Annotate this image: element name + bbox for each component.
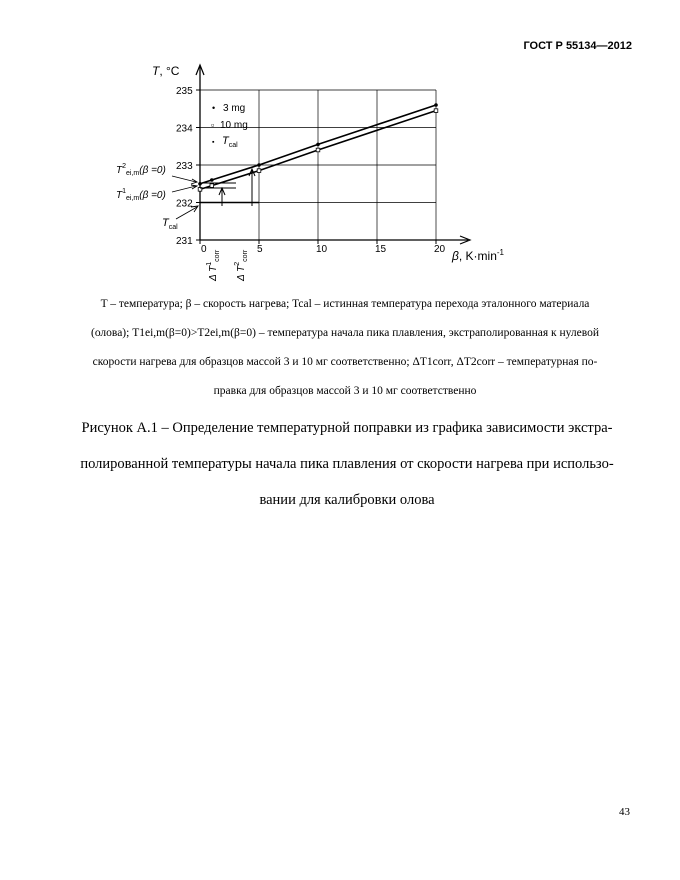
legend-line-2-text: (олова); T1ei,m(β=0)>T2ei,m(β=0) – температура начала пика плавления, экстраполированная к нулевой [91,327,599,339]
point-10mg-1 [210,184,214,188]
figure-title [62,410,632,518]
legend-line-2 [60,319,630,348]
legend-label-tcal: $T_{cal}$ [222,135,238,149]
point-3mg-1 [210,178,214,182]
y-tick-label-2: 233 [176,161,193,172]
legend-line-1-text: T – температура; β – скорость нагрева; Tcal – истинная температура перехода эталонного материала [100,298,590,310]
legend-line-3 [60,348,630,377]
legend [211,103,248,149]
annotation-te2: $T^2_{ei,m}(\beta =0)$ [116,163,166,177]
point-10mg-3 [316,148,320,152]
x-tick-label-0: 0 [201,244,207,255]
legend-line-3-text: скорости нагрева для образцов массой 3 и 10 мг соответственно; ΔT1corr, ΔT2corr – температурная по- [92,356,598,368]
annotation-tcal: $T_{cal}$ [162,217,178,231]
annotation-te1: $T^1_{ei,m}(\beta =0)$ [116,188,166,202]
point-3mg-0 [198,182,202,186]
axes [196,65,470,244]
page-number: 43 [619,806,630,818]
point-3mg-3 [316,143,320,147]
x-tick-label-4: 20 [434,244,446,255]
x-axis-title: β, $K\cdot\min^{-1}$ [452,248,504,263]
y-tick-label-3: 234 [176,123,193,135]
point-3mg-2 [257,163,261,167]
legend-line-1 [60,290,630,319]
chart [100,55,520,285]
legend-label-10mg: 10 mg [220,120,248,131]
tick-labels [176,86,446,255]
legend-label-3mg: 3 mg [223,103,246,114]
y-axis-title: T, °C [152,64,180,78]
annotation-dt2: Δ $T^2_{corr}$ [234,249,249,281]
figure-title-line-1: Рисунок А.1 – Определение температурной поправки из графика зависимости экстра- [81,420,613,436]
figure-title-line-2: полированной температуры начала пика плавления от скорости нагрева при использо- [80,456,614,472]
point-10mg-4 [434,109,438,113]
legend-line-4 [60,377,630,406]
chart-svg [100,55,520,285]
legend-marker-10mg: ▫ [211,120,215,130]
x-tick-label-3: 15 [375,244,387,255]
annotation-dt1: Δ $T^1_{corr}$ [206,249,221,281]
legend-line-4-text: правка для образцов массой 3 и 10 мг соответственно [213,385,477,397]
figure-title-line-3: вании для калибровки олова [259,492,435,508]
y-tick-label-0: 231 [176,236,193,247]
y-tick-label-4: 235 [176,86,193,97]
point-10mg-2 [257,169,261,173]
y-tick-label-1: 232 [176,198,193,210]
figure-legend [60,290,630,406]
point-3mg-4 [434,103,438,107]
x-tick-label-1: 5 [257,244,263,255]
x-tick-label-2: 10 [316,244,328,255]
legend-marker-3mg: • [212,103,216,113]
legend-marker-tcal: ▪ [212,139,215,146]
standard-code: ГОСТ Р 55134—2012 [523,40,632,52]
